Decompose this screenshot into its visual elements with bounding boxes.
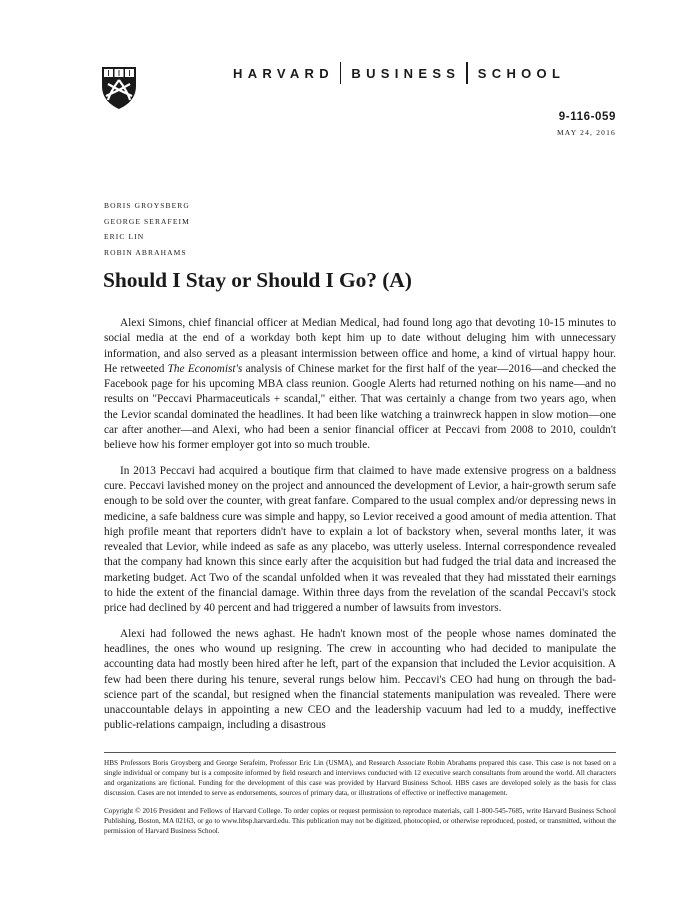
paragraph-text: In 2013 Peccavi had acquired a boutique firm that claimed to have made extensive progress on a baldness cure. Peccavi lavished money on the project and announced the development of Levior, a hair-growth serum safe enough to be sold over the counter, with great fanfare. Compared to the usual complex and/or depressing news in medicine, a safe baldness cure was simple and happy, so Levior received a good amount of media attention. That high profile meant that reporters didn't have to explain a lot of backstory when, several months later, it was revealed that Levior, while indeed as safe as any placebo, was utterly useless. Internal correspondence revealed that the company had known this since early after the acquisition but had fudged the trial data and increased the marketing budget. Act Two of the scandal unfolded when it was revealed that they had misstated their earnings to hide the extent of the financial damage. Within three days from the revelation of the scandal Peccavi's stock price had declined by 40 percent and had triggered a number of lawsuits from investors.	[104, 464, 616, 614]
footnote-paragraph: HBS Professors Boris Groysberg and George Serafeim, Professor Eric Lin (USMA), and Research Associate Robin Abrahams prepared this case. This case is not based on a single individual or company but is a composite informed by field research and interviews conducted with 12 executive search consultants from around the world. All characters and organizations are fictional. Funding for the development of this case was provided by Harvard Business School. HBS cases are developed solely as the basis for class discussion. Cases are not intended to serve as endorsements, sources of primary data, or illustrations of effective or ineffective management.	[104, 759, 616, 797]
brand-word-business: BUSINESS	[351, 65, 461, 81]
case-number: 9-116-059	[558, 111, 616, 123]
author-name: ERIC LIN	[104, 232, 145, 241]
body-paragraph	[104, 316, 616, 453]
paragraph-text: Alexi had followed the news aghast. He hadn't known most of the people whose names dominated the headlines, the ones who wound up resigning. The crew in accounting who had decided to manipulate the accounting data had mostly been hired after he left, part of the expansion that included the Levior acquisition. A few had been there during his tenure, several rungs below him. Peccavi's CEO had hung on through the bad-science part of the scandal, but resigned when the financial statements manipulation was revealed. There were unaccountable delays in appointing a new CEO and the leadership vacuum had led to a muddy, ineffective public-relations campaign, including a disastrous	[104, 627, 616, 732]
case-body	[104, 316, 616, 744]
paragraph-text: analysis of Chinese market for the first half of the year—2016—and checked the Facebook page for his upcoming MBA class reunion. Google Alerts had returned nothing on his name—and no results on "Peccavi Pharmaceuticals + scandal," either. That was certainly a change from two years ago, when the Levior scandal dominated the headlines. It had been like watching a trainwreck happen in slow motion—one car after another—and Alexi, who had been a senior financial officer at Peccavi from 2008 to 2010, couldn't believe how his former employer got into so much trouble.	[104, 362, 616, 451]
footnote-divider	[104, 752, 616, 753]
author-name: GEORGE SERAFEIM	[104, 216, 190, 226]
brand-word-harvard: HARVARD	[233, 65, 334, 81]
copyright-notice: Copyright © 2016 President and Fellows of Harvard College. To order copies or request permission to reproduce materials, call 1-800-545-7685, write Harvard Business School Publishing, Boston, MA 02163, or go to www.hbsp.harvard.edu. This publication may not be digitized, photocopied, or otherwise reproduced, posted, or transmitted, without the permission of Harvard Business School.	[104, 807, 616, 835]
publication-title: The Economist's	[167, 362, 243, 375]
footnote-section	[104, 758, 616, 844]
author-list	[104, 198, 190, 260]
brand-divider	[340, 62, 342, 84]
body-paragraph	[104, 464, 616, 617]
brand-divider	[466, 62, 468, 84]
brand-word-school: SCHOOL	[477, 65, 566, 81]
paragraph-text: Alexi Simons, chief financial officer at Median Medical, had found long ago that devoting 10-15 minutes to social media at the end of a workday both kept him up to date without deluging him with unnecessary information, and also served as a pleasant intermission between office and home, a kind of virtual happy hour. He retweeted	[104, 317, 616, 375]
case-date: MAY 24, 2016	[556, 128, 616, 137]
hbs-wordmark	[233, 62, 565, 84]
author-name: BORIS GROYSBERG	[104, 201, 190, 210]
body-paragraph	[104, 627, 616, 734]
author-name: ROBIN ABRAHAMS	[104, 247, 187, 257]
harvard-veritas-shield-icon	[101, 66, 137, 110]
case-title: Should I Stay or Should I Go? (A)	[103, 268, 412, 292]
